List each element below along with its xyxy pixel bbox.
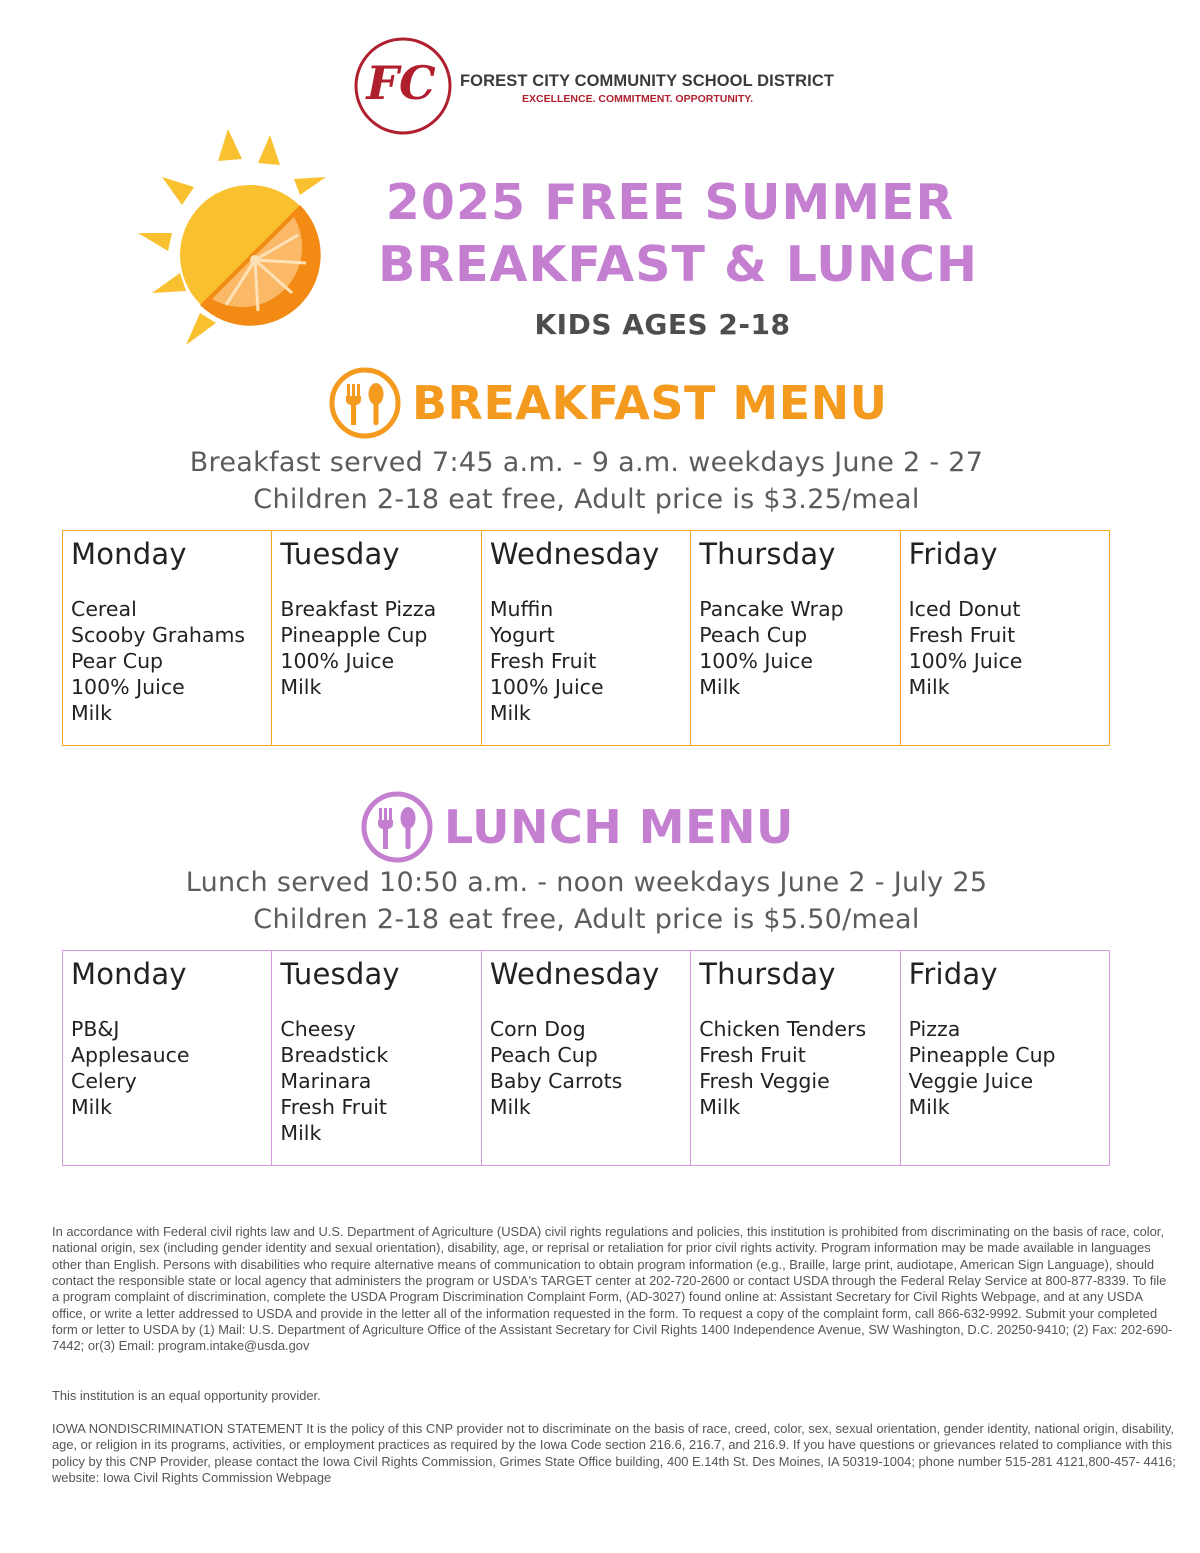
- breakfast-day-name: Monday: [71, 537, 187, 571]
- lunch-day-column: [690, 951, 899, 1165]
- lunch-hours: Lunch served 10:50 a.m. - noon weekdays June 2 - July 25: [185, 867, 988, 898]
- sun-orange-icon: [130, 125, 340, 350]
- breakfast-day-column: [690, 531, 899, 745]
- lunch-menu-item: Fresh Fruit: [280, 1095, 387, 1119]
- breakfast-day-column: [900, 531, 1109, 745]
- district-logo: [353, 36, 453, 136]
- lunch-menu-item: Breadstick: [280, 1043, 389, 1067]
- breakfast-day-column: [63, 531, 271, 745]
- breakfast-menu-item: Yogurt: [489, 623, 555, 647]
- lunch-item-list: [909, 1016, 1109, 1120]
- lunch-day-column: [481, 951, 690, 1165]
- lunch-item-list: [280, 1016, 480, 1146]
- breakfast-menu-item: 100% Juice: [280, 649, 395, 673]
- lunch-item-list: [71, 1016, 271, 1120]
- lunch-heading-text: LUNCH MENU: [444, 800, 794, 854]
- lunch-menu-item: Milk: [489, 1095, 531, 1119]
- breakfast-day-name: Wednesday: [489, 537, 660, 571]
- breakfast-item-list: [699, 596, 899, 700]
- lunch-menu-item: Milk: [280, 1121, 322, 1145]
- lunch-menu-item: Fresh Fruit: [699, 1043, 806, 1067]
- breakfast-item-list: [280, 596, 480, 700]
- lunch-day-column: [63, 951, 271, 1165]
- fork-spoon-icon: [328, 366, 402, 440]
- breakfast-menu-item: Fresh Fruit: [908, 623, 1016, 647]
- breakfast-menu-item: Pancake Wrap: [699, 597, 844, 621]
- breakfast-menu-item: Pear Cup: [71, 649, 164, 673]
- breakfast-item-list: [909, 596, 1109, 700]
- lunch-menu-item: Applesauce: [71, 1043, 190, 1067]
- iowa-nondiscrimination-statement: IOWA NONDISCRIMINATION STATEMENT It is the policy of this CNP provider not to discriminate on the basis of race, creed, color, sex, sexual orientation, gender identity, national origin, disability, age, or religion in its programs, activities, or employment practices as required by the Iowa Code section 216.6, 216.7, and 216.9. If you have questions or grievances related to compliance with this policy by this CNP Provider, please contact the Iowa Civil Rights Commission, Grimes State Office building, 400 E.14th St. Des Moines, IA 50319-1004; phone number 515-281 4121,800-457- 4416; website: Iowa Civil Rights Commission Webpage: [52, 1421, 1176, 1486]
- lunch-day-column: [900, 951, 1109, 1165]
- lunch-menu-table: [62, 950, 1110, 1166]
- breakfast-menu-item: Milk: [699, 675, 741, 699]
- breakfast-menu-item: Iced Donut: [908, 597, 1021, 621]
- usda-nondiscrimination-statement: In accordance with Federal civil rights law and U.S. Department of Agriculture (USDA) civil rights regulations and policies, this institution is prohibited from discriminating on the basis of race, color, national origin, sex (including gender identity and sexual orientation), disability, age, or reprisal or retaliation for prior civil rights activity. Program information may be made available in languages other than English. Persons with disabilities who require alternative means of communication to obtain program information (e.g., Braille, large print, audiotape, American Sign Language), should contact the responsible state or local agency that administers the program or USDA's TARGET center at 202-720-2600 or contact USDA through the Federal Relay Service at 800-877-8339. To file a program complaint of discrimination, complete the USDA Program Discrimination Complaint Form, (AD-3027) found online at: Assistant Secretary for Civil Rights Webpage, and at any USDA office, or write a letter addressed to USDA and provide in the letter all of the information requested in the form. To request a copy of the complaint form, call 866-632-9992. Submit your completed form or letter to USDA by (1) Mail: U.S. Department of Agriculture Office of the Assistant Secretary for Civil Rights 1400 Independence Avenue, SW Washington, D.C. 20250-9410; (2) Fax: 202-690-7442; or(3) Email: program.intake@usda.gov: [52, 1224, 1173, 1354]
- breakfast-menu-item: 100% Juice: [699, 649, 813, 673]
- lunch-day-column: [271, 951, 480, 1165]
- lunch-day-name: Tuesday: [280, 957, 400, 991]
- breakfast-heading-text: BREAKFAST MENU: [412, 376, 888, 430]
- lunch-menu-item: Milk: [699, 1095, 741, 1119]
- lunch-menu-item: Pineapple Cup: [908, 1043, 1056, 1067]
- lunch-menu-item: Cheesy: [280, 1017, 356, 1041]
- lunch-item-list: [490, 1016, 690, 1120]
- breakfast-day-name: Friday: [908, 537, 998, 571]
- lunch-day-name: Friday: [908, 957, 998, 991]
- equal-opportunity-statement: This institution is an equal opportunity provider.: [52, 1388, 321, 1403]
- lunch-item-list: [699, 1016, 899, 1120]
- breakfast-menu-item: 100% Juice: [71, 675, 185, 699]
- lunch-menu-item: Peach Cup: [489, 1043, 598, 1067]
- lunch-menu-item: Milk: [908, 1095, 950, 1119]
- fork-spoon-icon: [360, 790, 434, 864]
- title-line-1: 2025 FREE SUMMER: [385, 174, 955, 231]
- breakfast-day-column: [271, 531, 480, 745]
- breakfast-item-list: [71, 596, 271, 726]
- logo-lettering: FC: [366, 56, 436, 110]
- breakfast-menu-item: Breakfast Pizza: [280, 597, 437, 621]
- district-name: FOREST CITY COMMUNITY SCHOOL DISTRICT: [460, 72, 835, 90]
- breakfast-menu-item: Muffin: [489, 597, 554, 621]
- lunch-menu-item: PB&J: [71, 1017, 120, 1041]
- district-tagline: EXCELLENCE. COMMITMENT. OPPORTUNITY.: [522, 93, 754, 105]
- title-line-2: BREAKFAST & LUNCH: [377, 236, 979, 293]
- breakfast-item-list: [490, 596, 690, 726]
- lunch-day-name: Monday: [71, 957, 187, 991]
- lunch-menu-item: Baby Carrots: [489, 1069, 623, 1093]
- lunch-menu-item: Pizza: [908, 1017, 961, 1041]
- lunch-heading: [360, 790, 794, 864]
- lunch-menu-item: Chicken Tenders: [699, 1017, 867, 1041]
- breakfast-menu-item: Milk: [71, 701, 112, 725]
- breakfast-menu-table: [62, 530, 1110, 746]
- lunch-menu-item: Milk: [71, 1095, 112, 1119]
- breakfast-menu-item: Peach Cup: [699, 623, 808, 647]
- lunch-day-name: Wednesday: [489, 957, 660, 991]
- lunch-menu-item: Celery: [71, 1069, 137, 1093]
- breakfast-menu-item: Scooby Grahams: [71, 623, 246, 647]
- breakfast-menu-item: Fresh Fruit: [489, 649, 597, 673]
- lunch-day-name: Thursday: [699, 957, 836, 991]
- breakfast-day-name: Tuesday: [280, 537, 400, 571]
- lunch-menu-item: Marinara: [280, 1069, 372, 1093]
- breakfast-menu-item: Cereal: [71, 597, 137, 621]
- breakfast-day-name: Thursday: [699, 537, 836, 571]
- breakfast-day-column: [481, 531, 690, 745]
- breakfast-menu-item: Milk: [280, 675, 322, 699]
- breakfast-hours: Breakfast served 7:45 a.m. - 9 a.m. weekdays June 2 - 27: [189, 447, 984, 478]
- breakfast-menu-item: 100% Juice: [908, 649, 1023, 673]
- lunch-menu-item: Corn Dog: [489, 1017, 586, 1041]
- lunch-menu-item: Veggie Juice: [908, 1069, 1034, 1093]
- lunch-price: Children 2-18 eat free, Adult price is $5.50/meal: [253, 904, 920, 935]
- breakfast-price: Children 2-18 eat free, Adult price is $3.25/meal: [253, 484, 920, 515]
- subtitle: KIDS AGES 2-18: [534, 308, 791, 341]
- breakfast-menu-item: Milk: [908, 675, 950, 699]
- breakfast-heading: [328, 366, 887, 440]
- breakfast-menu-item: Pineapple Cup: [280, 623, 428, 647]
- breakfast-menu-item: 100% Juice: [489, 675, 604, 699]
- breakfast-menu-item: Milk: [489, 701, 531, 725]
- lunch-menu-item: Fresh Veggie: [699, 1069, 830, 1093]
